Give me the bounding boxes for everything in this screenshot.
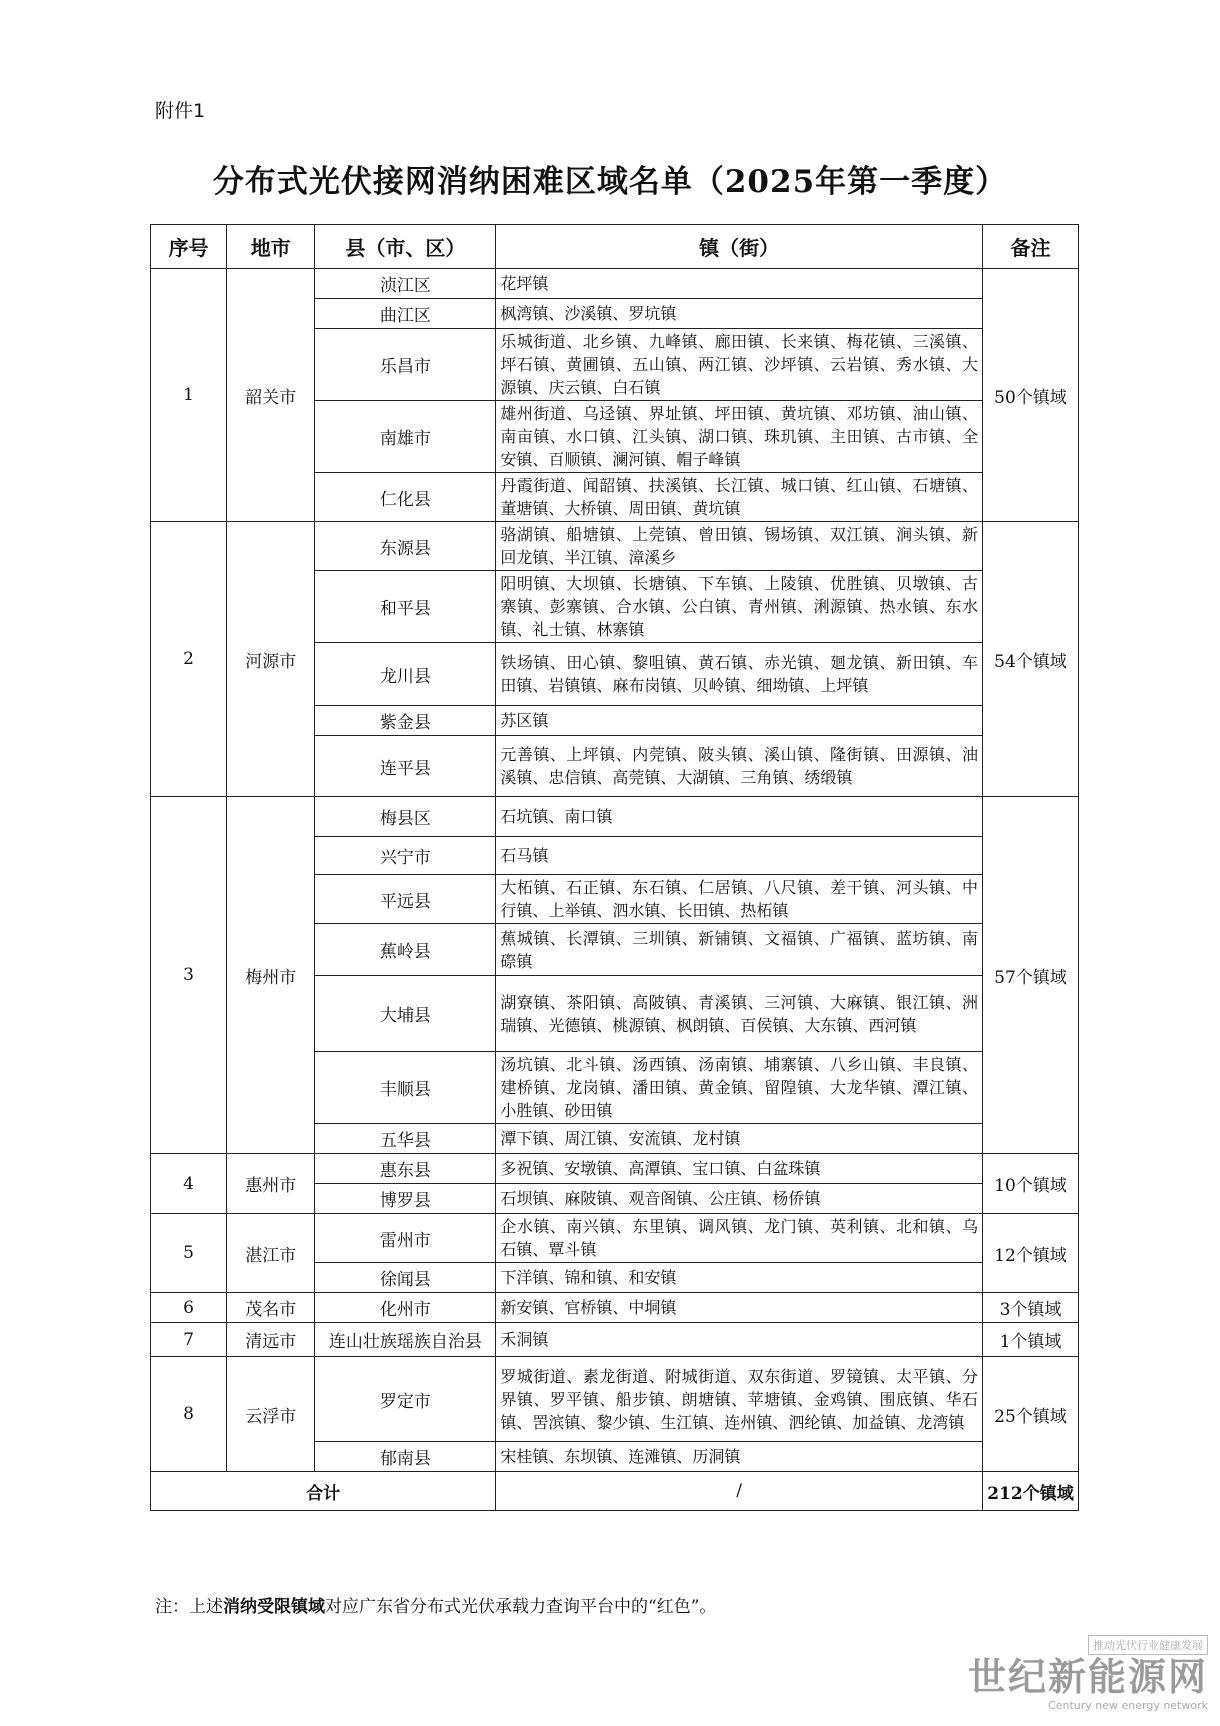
table-row <box>151 1293 1079 1323</box>
county-cell: 南雄市 <box>315 401 496 473</box>
watermark-english: Century new energy network <box>1048 1699 1208 1712</box>
towns-cell: 枫湾镇、沙溪镇、罗坑镇 <box>496 299 983 329</box>
county-cell: 雷州市 <box>315 1214 496 1263</box>
footnote-bold: 消纳受限镇域 <box>223 1597 325 1617</box>
towns-cell: 骆湖镇、船塘镇、上莞镇、曾田镇、锡场镇、双江镇、涧头镇、新回龙镇、半江镇、漳溪乡 <box>496 522 983 571</box>
county-cell: 浈江区 <box>315 269 496 299</box>
city-cell: 云浮市 <box>227 1357 315 1472</box>
total-row <box>151 1472 1079 1511</box>
header-seq: 序号 <box>151 225 227 269</box>
header-county: 县（市、区） <box>315 225 496 269</box>
county-cell: 郁南县 <box>315 1442 496 1472</box>
note-cell: 57个镇域 <box>982 797 1078 1154</box>
county-cell: 连山壮族瑶族自治县 <box>315 1323 496 1357</box>
towns-cell: 乐城街道、北乡镇、九峰镇、廊田镇、长来镇、梅花镇、三溪镇、坪石镇、黄圃镇、五山镇、两江镇、沙坪镇、云岩镇、秀水镇、大源镇、庆云镇、白石镇 <box>496 329 983 401</box>
county-cell: 徐闻县 <box>315 1263 496 1293</box>
table-row <box>151 1154 1079 1184</box>
towns-cell: 多祝镇、安墩镇、高潭镇、宝口镇、白盆珠镇 <box>496 1154 983 1184</box>
county-cell: 大埔县 <box>315 976 496 1052</box>
towns-cell: 潭下镇、周江镇、安流镇、龙村镇 <box>496 1124 983 1154</box>
towns-cell: 苏区镇 <box>496 706 983 736</box>
county-cell: 紫金县 <box>315 706 496 736</box>
footnote-prefix: 注：上述 <box>155 1597 223 1617</box>
watermark-tag: 推动光伏行业健康发展 <box>1088 1635 1208 1655</box>
county-cell: 蕉岭县 <box>315 924 496 976</box>
total-note: 212个镇域 <box>982 1472 1078 1511</box>
header-towns: 镇（街） <box>496 225 983 269</box>
towns-cell: 禾洞镇 <box>496 1323 983 1357</box>
county-cell: 乐昌市 <box>315 329 496 401</box>
watermark-brand: 世纪新能源网 <box>967 1655 1208 1699</box>
header-city: 地市 <box>227 225 315 269</box>
seq-cell: 7 <box>151 1323 227 1357</box>
towns-cell: 雄州街道、乌迳镇、界址镇、坪田镇、黄坑镇、邓坊镇、油山镇、南亩镇、水口镇、江头镇、湖口镇、珠玑镇、主田镇、古市镇、全安镇、百顺镇、澜河镇、帽子峰镇 <box>496 401 983 473</box>
county-cell: 丰顺县 <box>315 1052 496 1124</box>
county-cell: 博罗县 <box>315 1184 496 1214</box>
county-cell: 东源县 <box>315 522 496 571</box>
towns-cell: 阳明镇、大坝镇、长塘镇、下车镇、上陵镇、优胜镇、贝墩镇、古寨镇、彭寨镇、合水镇、公白镇、青州镇、浰源镇、热水镇、东水镇、礼士镇、林寨镇 <box>496 571 983 643</box>
table-row <box>151 1357 1079 1442</box>
county-cell: 罗定市 <box>315 1357 496 1442</box>
note-cell: 3个镇域 <box>982 1293 1078 1323</box>
city-cell: 清远市 <box>227 1323 315 1357</box>
note-cell: 10个镇域 <box>982 1154 1078 1214</box>
towns-cell: 下洋镇、锦和镇、和安镇 <box>496 1263 983 1293</box>
attachment-label: 附件1 <box>155 100 206 122</box>
seq-cell: 5 <box>151 1214 227 1293</box>
county-cell: 惠东县 <box>315 1154 496 1184</box>
seq-cell: 2 <box>151 522 227 797</box>
towns-cell: 石马镇 <box>496 837 983 875</box>
seq-cell: 3 <box>151 797 227 1154</box>
county-cell: 连平县 <box>315 736 496 797</box>
towns-cell: 湖寮镇、茶阳镇、高陂镇、青溪镇、三河镇、大麻镇、银江镇、洲瑞镇、光德镇、桃源镇、枫朗镇、百侯镇、大东镇、西河镇 <box>496 976 983 1052</box>
towns-cell: 花坪镇 <box>496 269 983 299</box>
city-cell: 梅州市 <box>227 797 315 1154</box>
note-cell: 12个镇域 <box>982 1214 1078 1293</box>
county-cell: 五华县 <box>315 1124 496 1154</box>
towns-cell: 蕉城镇、长潭镇、三圳镇、新铺镇、文福镇、广福镇、蓝坊镇、南磜镇 <box>496 924 983 976</box>
city-cell: 韶关市 <box>227 269 315 522</box>
seq-cell: 8 <box>151 1357 227 1472</box>
table-body <box>151 269 1079 1511</box>
county-cell: 曲江区 <box>315 299 496 329</box>
region-table <box>150 224 1079 1511</box>
note-cell: 25个镇域 <box>982 1357 1078 1472</box>
table-row <box>151 1323 1079 1357</box>
seq-cell: 1 <box>151 269 227 522</box>
county-cell: 梅县区 <box>315 797 496 837</box>
towns-cell: 丹霞街道、闻韶镇、扶溪镇、长江镇、城口镇、红山镇、石塘镇、董塘镇、大桥镇、周田镇、黄坑镇 <box>496 473 983 522</box>
note-cell: 54个镇域 <box>982 522 1078 797</box>
document-title: 分布式光伏接网消纳困难区域名单（2025年第一季度） <box>212 164 1008 200</box>
towns-cell: 汤坑镇、北斗镇、汤西镇、汤南镇、埔寨镇、八乡山镇、丰良镇、建桥镇、龙岗镇、潘田镇、黄金镇、留隍镇、大龙华镇、潭江镇、小胜镇、砂田镇 <box>496 1052 983 1124</box>
county-cell: 仁化县 <box>315 473 496 522</box>
total-label: 合计 <box>151 1472 496 1511</box>
towns-cell: 铁场镇、田心镇、黎咀镇、黄石镇、赤光镇、廻龙镇、新田镇、车田镇、岩镇镇、麻布岗镇、贝岭镇、细坳镇、上坪镇 <box>496 643 983 706</box>
header-note: 备注 <box>982 225 1078 269</box>
total-towns: / <box>496 1472 983 1511</box>
towns-cell: 企水镇、南兴镇、东里镇、调风镇、龙门镇、英利镇、北和镇、乌石镇、覃斗镇 <box>496 1214 983 1263</box>
table-row <box>151 797 1079 837</box>
city-cell: 茂名市 <box>227 1293 315 1323</box>
city-cell: 河源市 <box>227 522 315 797</box>
city-cell: 湛江市 <box>227 1214 315 1293</box>
table-row <box>151 269 1079 299</box>
table-header-row <box>151 225 1079 269</box>
table-row <box>151 1214 1079 1263</box>
seq-cell: 4 <box>151 1154 227 1214</box>
county-cell: 龙川县 <box>315 643 496 706</box>
towns-cell: 石坑镇、南口镇 <box>496 797 983 837</box>
towns-cell: 罗城街道、素龙街道、附城街道、双东街道、罗镜镇、太平镇、分界镇、罗平镇、船步镇、朗塘镇、苹塘镇、金鸡镇、围底镇、华石镇、罟滨镇、黎少镇、生江镇、连州镇、泗纶镇、加益镇、龙湾镇 <box>496 1357 983 1442</box>
towns-cell: 宋桂镇、东坝镇、连滩镇、历洞镇 <box>496 1442 983 1472</box>
county-cell: 兴宁市 <box>315 837 496 875</box>
towns-cell: 大柘镇、石正镇、东石镇、仁居镇、八尺镇、差干镇、河头镇、中行镇、上举镇、泗水镇、长田镇、热柘镇 <box>496 875 983 924</box>
seq-cell: 6 <box>151 1293 227 1323</box>
county-cell: 平远县 <box>315 875 496 924</box>
note-cell: 50个镇域 <box>982 269 1078 522</box>
county-cell: 化州市 <box>315 1293 496 1323</box>
towns-cell: 元善镇、上坪镇、内莞镇、陂头镇、溪山镇、隆街镇、田源镇、油溪镇、忠信镇、高莞镇、大湖镇、三角镇、绣缎镇 <box>496 736 983 797</box>
city-cell: 惠州市 <box>227 1154 315 1214</box>
table-row <box>151 522 1079 571</box>
towns-cell: 石坝镇、麻陂镇、观音阁镇、公庄镇、杨侨镇 <box>496 1184 983 1214</box>
watermark <box>968 1634 1208 1712</box>
footnote <box>155 1592 716 1617</box>
footnote-suffix: 对应广东省分布式光伏承载力查询平台中的“红色”。 <box>325 1597 717 1617</box>
note-cell: 1个镇域 <box>982 1323 1078 1357</box>
county-cell: 和平县 <box>315 571 496 643</box>
towns-cell: 新安镇、官桥镇、中垌镇 <box>496 1293 983 1323</box>
